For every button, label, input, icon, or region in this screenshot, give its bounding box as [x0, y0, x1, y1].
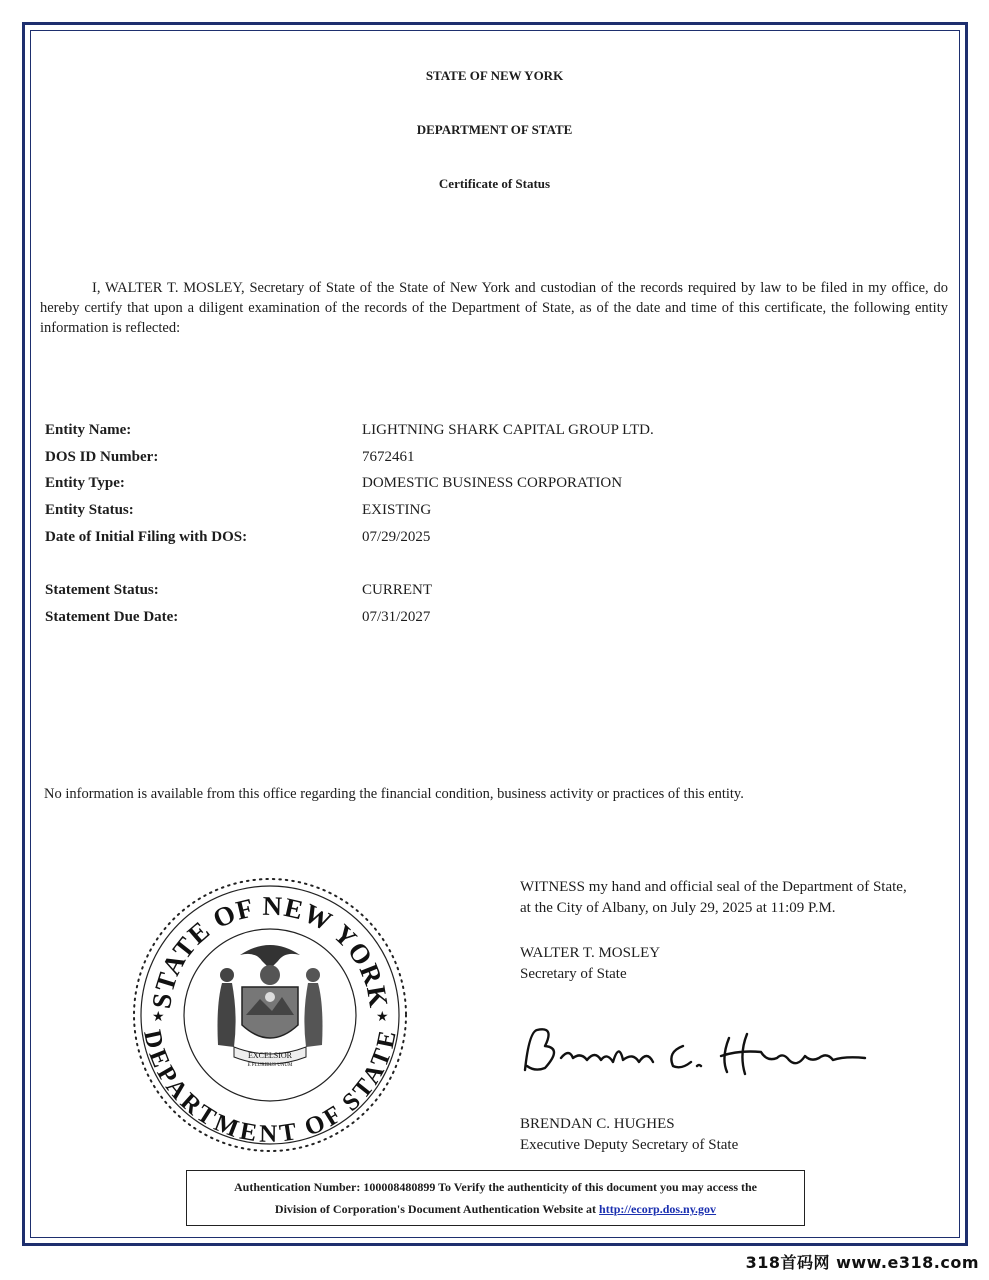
statement-due-value: 07/31/2027: [362, 609, 431, 625]
secretary-name: WALTER T. MOSLEY: [520, 945, 661, 961]
initial-filing-label: Date of Initial Filing with DOS:: [45, 529, 248, 545]
dos-id-label: DOS ID Number:: [45, 449, 159, 465]
entity-type-label: Entity Type:: [45, 475, 125, 491]
witness-line-2: at the City of Albany, on July 29, 2025 at 11:09 P.M.: [520, 900, 836, 916]
entity-type-value: DOMESTIC BUSINESS CORPORATION: [362, 475, 623, 491]
seal-sub-motto: E PLURIBUS UNUM: [247, 1063, 293, 1068]
deputy-block: [520, 1114, 738, 1156]
state-seal: [130, 875, 410, 1155]
entity-status-value: EXISTING: [362, 502, 432, 518]
statement-due-label: Statement Due Date:: [45, 609, 179, 625]
auth-website-link[interactable]: http://ecorp.dos.ny.gov: [599, 1202, 717, 1216]
authentication-box: [186, 1170, 805, 1226]
auth-line-1: Authentication Number: 100008480899 To Verify the authenticity of this document you may access the: [234, 1180, 757, 1194]
coat-of-arms: [218, 945, 323, 1064]
watermark-text: 318首码网 www.e318.com: [745, 1253, 979, 1272]
entity-status-label: Entity Status:: [45, 502, 134, 518]
secretary-block: [520, 943, 660, 985]
witness-line-1: WITNESS my hand and official seal of the Department of State,: [520, 879, 907, 895]
handwritten-signature: [515, 1012, 885, 1082]
entity-name-label: Entity Name:: [45, 422, 132, 438]
dos-id-value: 7672461: [362, 449, 415, 465]
no-information-notice: No information is available from this office regarding the financial condition, business activity or practices of this entity.: [44, 786, 744, 802]
seal-star-left: ★: [152, 1010, 165, 1025]
statement-status-value: CURRENT: [362, 582, 433, 598]
seal-bottom-text: DEPARTMENT OF STATE: [138, 1027, 402, 1148]
seal-motto: EXCELSIOR: [248, 1051, 292, 1060]
witness-statement: [520, 877, 907, 919]
deputy-name: BRENDAN C. HUGHES: [520, 1116, 675, 1132]
seal-top-text: STATE OF NEW YORK: [146, 890, 395, 1011]
intro-paragraph: I, WALTER T. MOSLEY, Secretary of State of the State of New York and custodian of the records required by law to be filed in my office, do hereby certify that upon a diligent examination of the records of the Department of State, as of the date and time of this certificate, the following entity information is reflected:: [40, 280, 948, 336]
initial-filing-value: 07/29/2025: [362, 529, 431, 545]
auth-line-2-text: Division of Corporation's Document Authentication Website at: [274, 1202, 597, 1216]
state-heading: STATE OF NEW YORK: [425, 68, 564, 83]
entity-name-value: LIGHTNING SHARK CAPITAL GROUP LTD.: [362, 422, 654, 438]
secretary-title: Secretary of State: [520, 966, 627, 982]
deputy-title: Executive Deputy Secretary of State: [520, 1137, 739, 1153]
department-heading: DEPARTMENT OF STATE: [416, 122, 573, 137]
statement-status-label: Statement Status:: [45, 582, 159, 598]
auth-line-2: [187, 1198, 804, 1220]
seal-star-right: ★: [376, 1010, 389, 1025]
certificate-title: Certificate of Status: [438, 176, 551, 191]
